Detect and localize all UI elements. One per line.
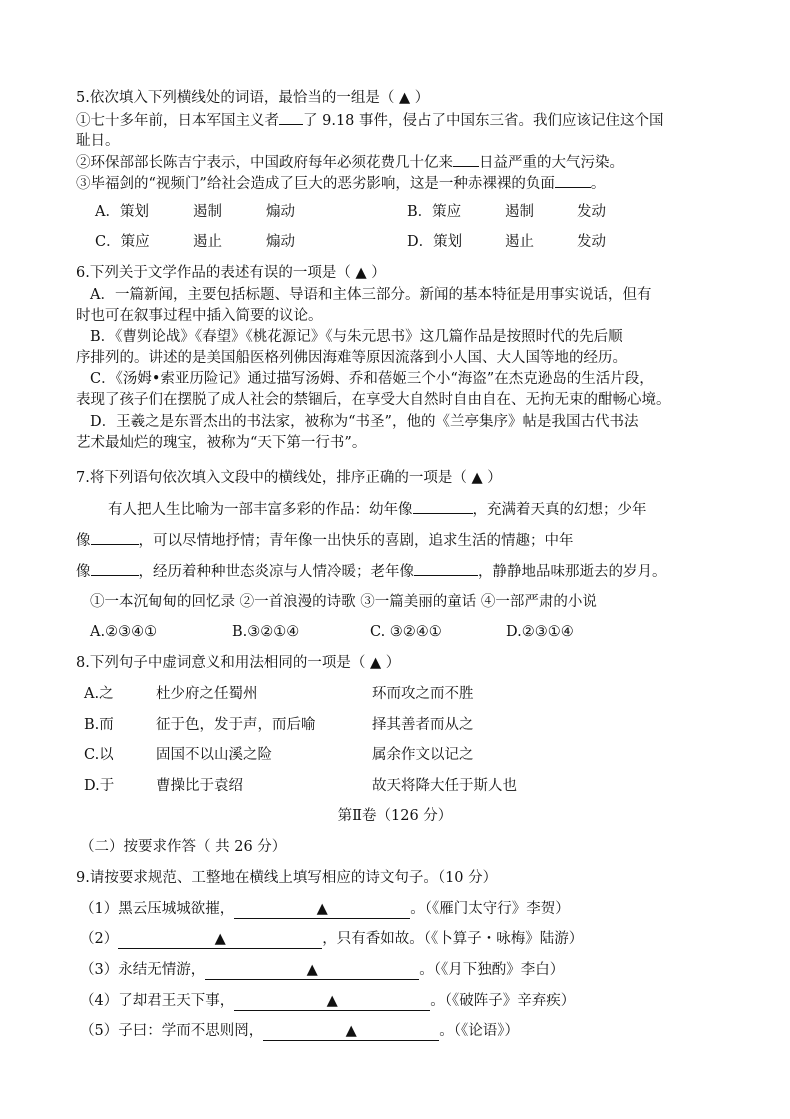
q6-option-d-line1: D．王羲之是东晋杰出的书法家，被称为“书圣”，他的《兰亭集序》帖是我国古代书法 <box>90 414 639 430</box>
q8-stem: 8.下列句子中虚词意义和用法相同的一项是（ ▲ ） <box>76 655 401 671</box>
q5-option-d-word2: 遏止 <box>505 234 534 250</box>
q8-row-a-sentence1: 杜少府之任蜀州 <box>156 686 258 702</box>
q5-option-a-word3: 煽动 <box>266 204 295 220</box>
q9-line-5 <box>80 1021 519 1041</box>
q9-answer-blank-1[interactable]: ▲ <box>234 900 410 919</box>
q9-l2-prompt: （2） <box>80 931 119 947</box>
q7-p2-part-a: 像 <box>76 533 91 549</box>
q5-option-d-word3: 发动 <box>577 234 606 250</box>
q5-sentence-1-cont: 耻日。 <box>76 133 120 149</box>
q7-p1-part-b: ，充满着天真的幻想；少年 <box>472 502 647 518</box>
q9-l5-prompt: （5）子曰：学而不思则罔， <box>80 1023 264 1039</box>
q9-l3-source: 。（《月下独酌》李白） <box>419 962 565 978</box>
q9-stem: 9.请按要求规范、工整地在横线上填写相应的诗文句子。（10 分） <box>76 870 498 886</box>
q7-blank-2 <box>91 530 139 545</box>
q5-s1-part-a: ①七十多年前，日本军国主义者 <box>76 113 279 129</box>
q5-option-b-word2: 遏制 <box>505 204 534 220</box>
q6-option-a-line2: 时也可在叙事过程中插入简要的议论。 <box>76 308 323 324</box>
q5-s3-part-b: 。 <box>590 176 606 192</box>
q7-p3-part-c: ，静静地品味那逝去的岁月。 <box>478 564 667 580</box>
q9-answer-blank-4[interactable]: ▲ <box>234 992 430 1011</box>
q5-sentence-3 <box>76 173 605 194</box>
q7-blank-4 <box>414 561 478 576</box>
q5-s2-part-b: 日益严重的大气污染。 <box>479 155 624 171</box>
q7-passage-line3 <box>76 561 667 582</box>
q9-answer-blank-2[interactable]: ▲ <box>118 930 322 949</box>
q5-sentence-1 <box>76 110 664 131</box>
q7-p1-part-a: 有人把人生比喻为一部丰富多彩的作品：幼年像 <box>108 502 413 518</box>
q5-stem: 5.依次填入下列横线处的词语，最恰当的一组是（ ▲ ） <box>76 90 430 106</box>
q6-option-c-line2: 表现了孩子们在摆脱了成人社会的禁锢后，在享受大自然时自由自在、无拘无束的酣畅心境。 <box>76 392 671 408</box>
q5-option-c: C．策应 <box>95 234 150 250</box>
q7-p2-part-b: ，可以尽情地抒情；青年像一出快乐的喜剧，追求生活的情趣；中年 <box>138 533 574 549</box>
q9-l4-source: 。（《破阵子》辛弃疾） <box>430 993 576 1009</box>
q7-blank-3 <box>91 561 139 576</box>
q7-passage-line1 <box>108 499 647 520</box>
q6-stem: 6.下列关于文学作品的表述有误的一项是（ ▲ ） <box>76 265 386 281</box>
q7-p3-part-b: ，经历着种种世态炎凉与人情冷暖；老年像 <box>138 564 414 580</box>
q5-s2-part-a: ②环保部部长陈吉宁表示，中国政府每年必须花费几十亿来 <box>76 155 453 171</box>
q9-l2-source: ，只有香如故。（《卜算子・咏梅》陆游） <box>322 931 584 947</box>
q8-row-c-word: C.以 <box>84 747 114 763</box>
q9-l5-source: 。（《论语》） <box>439 1023 519 1039</box>
q9-answer-blank-5[interactable]: ▲ <box>263 1022 439 1041</box>
q5-s3-part-a: ③毕福剑的“视频门”给社会造成了巨大的恶劣影响，这是一种赤裸裸的负面 <box>76 176 555 192</box>
q8-row-d-word: D.于 <box>84 778 115 794</box>
q6-option-b-line2: 序排列的。讲述的是美国船医格列佛因海难等原因流落到小人国、大人国等地的经历。 <box>76 350 627 366</box>
q9-l1-prompt: （1）黑云压城城欲摧， <box>80 901 235 917</box>
q5-option-d: D．策划 <box>407 234 463 250</box>
q6-option-d-line2: 艺术最灿烂的瑰宝，被称为“天下第一行书”。 <box>76 435 367 451</box>
q8-row-c-sentence2: 属余作文以记之 <box>372 747 474 763</box>
q8-row-b-sentence2: 择其善者而从之 <box>372 717 474 733</box>
q8-row-b-word: B.而 <box>84 717 114 733</box>
q5-option-a-word2: 遏制 <box>193 204 222 220</box>
q9-line-1 <box>80 899 570 919</box>
q8-row-a-sentence2: 环而攻之而不胜 <box>372 686 474 702</box>
q5-sentence-2 <box>76 152 624 173</box>
q6-option-a-line1: A．一篇新闻，主要包括标题、导语和主体三部分。新闻的基本特征是用事实说话，但有 <box>90 287 652 303</box>
q5-blank-3 <box>555 173 591 188</box>
part2-section: （二）按要求作答（ 共 26 分） <box>80 839 287 855</box>
q9-line-2 <box>80 929 583 949</box>
q8-row-a-word: A.之 <box>84 686 114 702</box>
q9-l4-prompt: （4）了却君王天下事， <box>80 993 235 1009</box>
q8-row-d-sentence2: 故天将降大任于斯人也 <box>372 778 517 794</box>
q7-stem: 7.将下列语句依次填入文段中的横线处，排序正确的一项是（ ▲ ） <box>76 470 502 486</box>
q8-row-b-sentence1: 征于色，发于声，而后喻 <box>156 717 316 733</box>
q9-line-3 <box>80 960 564 980</box>
q7-p3-part-a: 像 <box>76 564 91 580</box>
q7-option-b: B.③②①④ <box>232 624 300 640</box>
q9-l3-prompt: （3）永结无情游， <box>80 962 206 978</box>
q5-option-b: B．策应 <box>407 204 462 220</box>
q7-blank-1 <box>413 499 473 514</box>
q5-s1-part-b: 了 9.18 事件，侵占了中国东三省。我们应该记住这个国 <box>303 113 664 129</box>
q6-option-b-line1: B．《曹刿论战》《春望》《桃花源记》《与朱元思书》这几篇作品是按照时代的先后顺 <box>90 329 623 345</box>
q7-option-c: C. ③②④① <box>370 624 442 640</box>
q5-option-a: A．策划 <box>95 204 149 220</box>
q5-blank-1 <box>279 110 303 125</box>
q5-option-b-word3: 发动 <box>577 204 606 220</box>
q6-option-c-line1: C．《汤姆•索亚历险记》通过描写汤姆、乔和蓓姬三个小“海盗”在杰克逊岛的生活片段， <box>90 371 654 387</box>
q8-row-d-sentence1: 曹操比于袁绍 <box>156 778 243 794</box>
q7-passage-line2 <box>76 530 574 551</box>
q7-option-a: A.②③④① <box>90 624 158 640</box>
q9-answer-blank-3[interactable]: ▲ <box>205 961 419 980</box>
q5-option-c-word2: 遏止 <box>193 234 222 250</box>
q8-row-c-sentence1: 固国不以山溪之险 <box>156 747 272 763</box>
q9-line-4 <box>80 991 575 1011</box>
q9-l1-source: 。（《雁门太守行》李贺） <box>410 901 570 917</box>
q5-option-c-word3: 煽动 <box>266 234 295 250</box>
part2-title: 第Ⅱ卷（126 分） <box>337 808 453 824</box>
q7-option-d: D.②③①④ <box>506 624 574 640</box>
q5-blank-2 <box>453 152 479 167</box>
q7-items: ①一本沉甸甸的回忆录 ②一首浪漫的诗歌 ③一篇美丽的童话 ④一部严肃的小说 <box>90 594 597 610</box>
